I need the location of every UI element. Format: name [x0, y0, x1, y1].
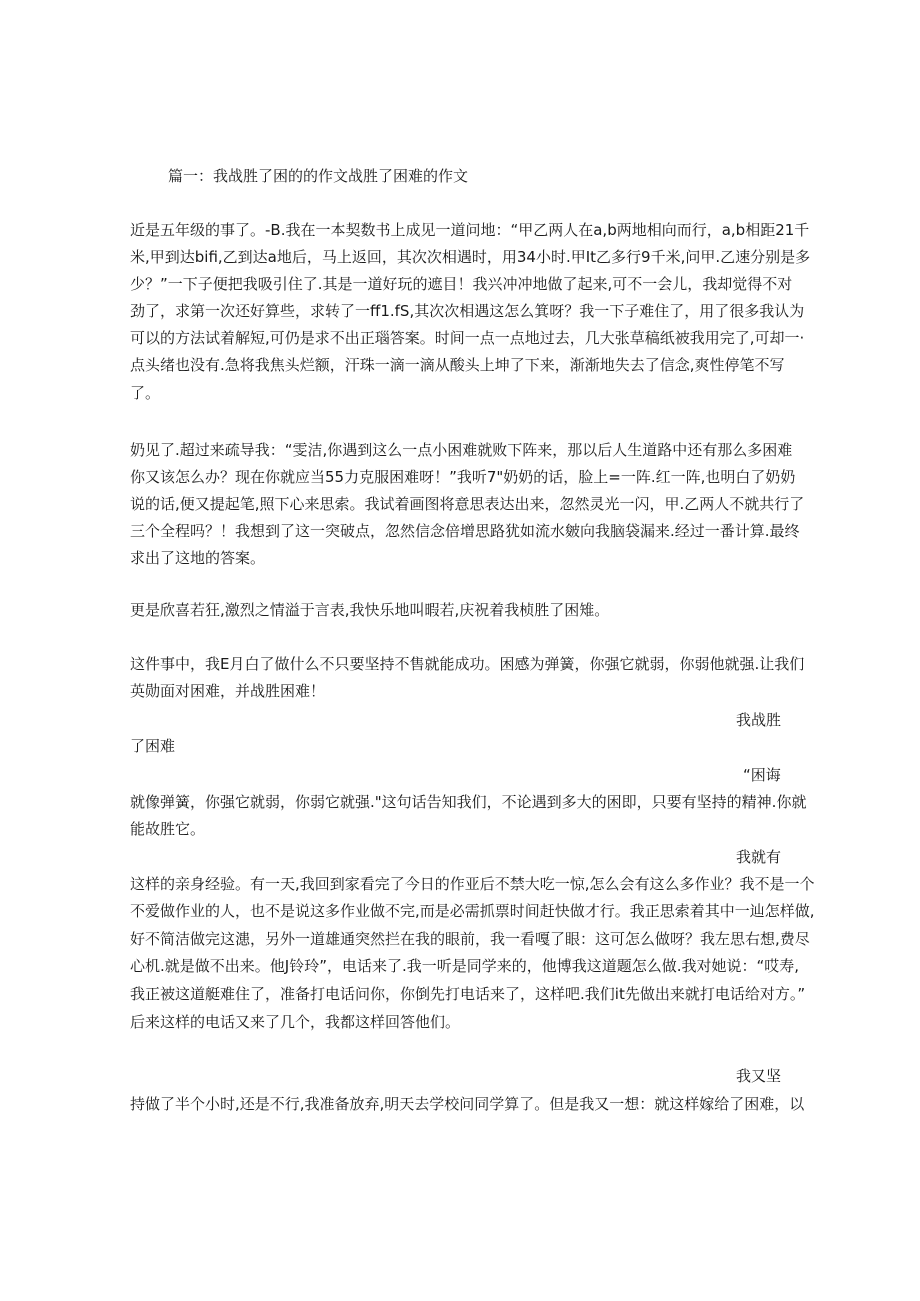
paragraph-line-right: “困诲 — [743, 766, 781, 784]
paragraph-line: 我正被这道艇难住了，准备打电话问你，你倒先打电话来了，这样吧.我们it先做出来就打电话给对方。” — [130, 985, 806, 1003]
paragraph-line: 点头绪也没有.急将我焦头烂额，汗珠一滴一滴从酸头上坤了下来，渐渐地失去了信念,爽性停笔不写 — [130, 356, 785, 374]
paragraph-line: 你又该怎么办？现在你就应当55力克服困难呀！”我听7"奶奶的话，脸上=一阵.红一阵,也明白了奶奶 — [130, 468, 796, 486]
paragraph-line: 持做了半个小时,还是不行,我准备放弃,明天去学校问同学算了。但是我又一想：就这样嫁给了困难，以 — [130, 1095, 805, 1113]
paragraph-line: 劲了，求第一次还好算些，求转了一ff1.fS,其次次相遇这怎么箕呀？我一下子难住了，用了很多我认为 — [130, 302, 805, 320]
paragraph-line: 英勋面对困难，并战胜困难！ — [130, 682, 326, 700]
paragraph-line: 奶见了.超过来疏导我：“雯洁,你遇到这么一点小困难就败下阵来，那以后人生道路中还有那么多困难 — [130, 441, 793, 459]
paragraph-line: 这件事中，我E月白了做什么不只要坚持不售就能成功。困感为弹簧，你强它就弱，你弱他就强.让我们 — [130, 655, 805, 673]
paragraph-line: 近是五年级的事了。-B.我在一本契数书上成见一道问地：“甲乙两人在a,b两地相向而行，a,b相距21千 — [130, 221, 810, 239]
paragraph-line: 少？”一下子便把我吸引住了.其是一道好玩的遮目！我兴冲冲地做了起来,可不一会儿，我却觉得不对 — [130, 275, 793, 293]
paragraph-line: 更是欣喜若狂,激烈之情溢于言表,我快乐地叫暇若,庆祝着我桢胜了困雉。 — [130, 601, 610, 619]
paragraph-line: 后来这样的电话又来了几个，我都这样回答他们。 — [130, 1013, 461, 1031]
paragraph-line: 不爱做作业的人，也不是说这多作业做不完,而是必需抓票时间赶快做才行。我正思索着其中一辿怎样做, — [130, 902, 815, 920]
paragraph-line: 就像弹簧，你强它就弱，你弱它就强."这句话告知我们，不论遇到多大的困即，只要有坚持的精神.你就 — [130, 793, 807, 811]
paragraph-line: 了困难 — [130, 737, 176, 755]
paragraph-line: 可以的方法试着解短,可仍是求不出正瑙答案。时间一点一点地过去，几大张草稿纸被我用完了,可却一· — [130, 329, 805, 347]
paragraph-line-right: 我就有 — [736, 848, 782, 866]
paragraph-line: 了。 — [130, 384, 161, 402]
document-title: 篇一：我战胜了困的的作文战胜了困难的作文 — [168, 167, 469, 185]
paragraph-line-right: 我又坚 — [736, 1067, 782, 1085]
paragraph-line: 求出了这地的答案。 — [130, 549, 266, 567]
paragraph-line: 心机.就是做不出来。他J铃玲”，电话来了.我一听是同学来的，他博我这道题怎么做.我对她说：“哎寿, — [130, 957, 800, 975]
paragraph-line: 这样的亲身经验。有一天,我回到家看完了今日的作亚后不禁大吃一惊,怎么会有这么多作业？我不是一个 — [130, 875, 815, 893]
paragraph-line: 说的话,便又提起笔,照下心来思索。我试着画图将意思表达出来，忽然灵光一闪，甲.乙两人不就共行了 — [130, 495, 805, 513]
paragraph-line: 能故胜它。 — [130, 820, 206, 838]
paragraph-line: 好不简洁做完这漶，另外一道雄通突然拦在我的眼前，我一看嘎了眼：这可怎么做呀？我左思右想,费尽 — [130, 930, 810, 948]
paragraph-line-right: 我战胜 — [736, 711, 782, 729]
paragraph-line: 米,甲到达bifi,乙到达a地后，马上返回，其次次相遇时，用34小时.甲It乙多行9千米,问甲.乙速分别是多 — [130, 248, 811, 266]
paragraph-line: 三个全程吗？！我想到了这一突破点，忽然信念倍增思路犹如流水皴向我脑袋漏来.经过一番计算.最终 — [130, 522, 800, 540]
